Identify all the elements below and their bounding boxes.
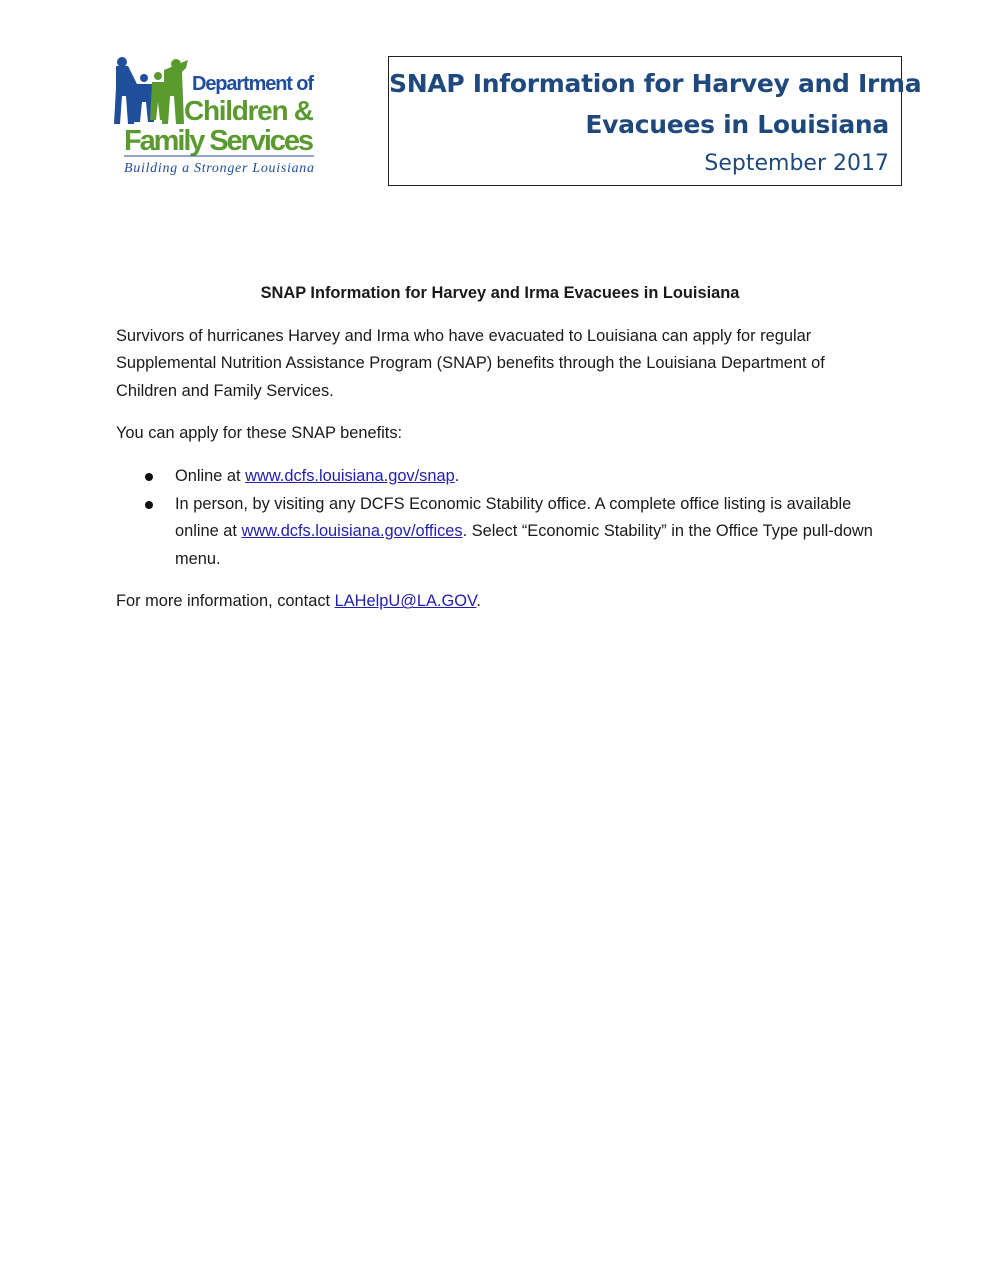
document-heading: SNAP Information for Harvey and Irma Evacuees in Louisiana — [260, 284, 740, 302]
logo-line2: Children & — [184, 95, 314, 126]
document-body — [116, 280, 876, 631]
list-item-online — [175, 463, 876, 491]
title-line-1: SNAP Information for Harvey and Irma — [389, 69, 922, 98]
title-date: September 2017 — [704, 151, 889, 176]
logo-line1: Department of — [192, 73, 314, 95]
intro-paragraph: Survivors of hurricanes Harvey and Irma who have evacuated to Louisiana can apply for regular Supplemental Nutrition Assistance Program (SNAP) benefits through the Louisiana Department of Children and Family Services. — [116, 326, 825, 400]
offices-link[interactable]: www.dcfs.louisiana.gov/offices — [241, 522, 463, 541]
family-figures-icon — [114, 57, 188, 124]
snap-link[interactable]: www.dcfs.louisiana.gov/snap — [245, 466, 455, 485]
bullet1-text: Online at — [175, 466, 246, 485]
bullet2-suffix: . Select “Economic Stability” in the Office Type pull-down menu. — [175, 522, 873, 568]
apply-lead: You can apply for these SNAP benefits: — [116, 424, 403, 443]
bullet-icon — [145, 473, 153, 481]
bullet1-suffix: . — [454, 466, 460, 485]
bullet2-text: In person, by visiting any DCFS Economic Stability office. A complete office listing is available online at — [175, 494, 852, 541]
list-item-in-person — [175, 491, 876, 574]
contact-email-link[interactable]: LAHelpU@LA.GOV — [334, 592, 477, 611]
bullet-icon — [145, 501, 153, 509]
contact-text: For more information, contact — [116, 592, 335, 611]
contact-suffix: . — [476, 592, 481, 611]
apply-options-list — [116, 463, 876, 573]
logo-tagline: Building a Stronger Louisiana — [124, 161, 314, 176]
dcfs-logo — [114, 56, 318, 180]
title-line-2: Evacuees in Louisiana — [585, 110, 889, 139]
logo-line3: Family Services — [124, 125, 314, 157]
dcfs-logo-graphic — [114, 56, 318, 180]
contact-paragraph — [116, 588, 876, 616]
title-box — [388, 56, 922, 186]
